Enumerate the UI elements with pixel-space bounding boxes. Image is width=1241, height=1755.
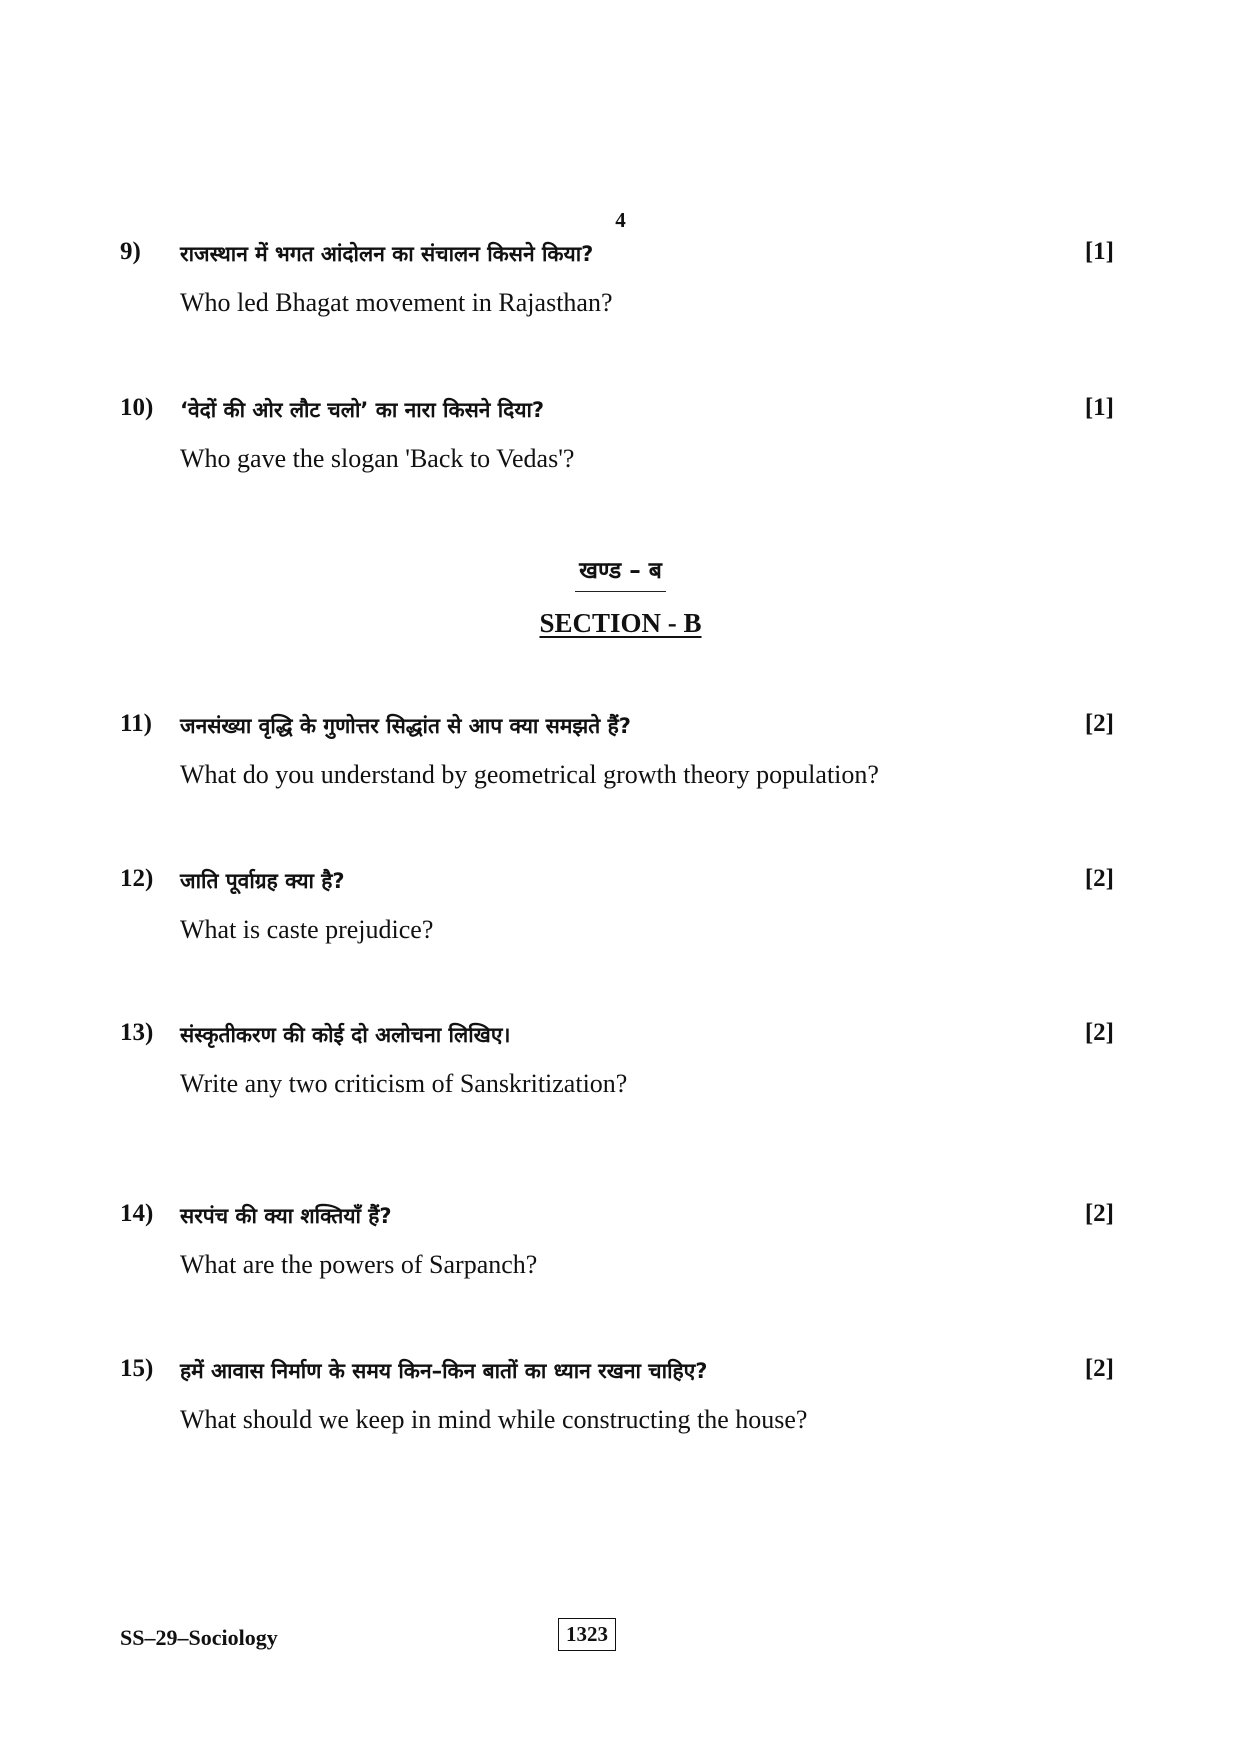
question-text-english: Who gave the slogan 'Back to Vedas'?	[180, 444, 575, 473]
question-marks: [2]	[1084, 865, 1114, 892]
question-text-english: Write any two criticism of Sanskritization?	[180, 1069, 628, 1098]
question-number: 13)	[120, 1019, 154, 1046]
question-marks: [2]	[1084, 1019, 1114, 1046]
question-text-hindi: ‘वेदों की ओर लौट चलो’ का नारा किसने दिया?	[180, 398, 545, 422]
question-number: 14)	[120, 1200, 154, 1227]
question-number: 9)	[120, 238, 141, 265]
question-marks: [2]	[1084, 710, 1114, 737]
question-number: 10)	[120, 394, 154, 421]
question-text-hindi: संस्कृतीकरण की कोई दो अलोचना लिखिए।	[180, 1023, 511, 1047]
section-heading-english: SECTION - B	[539, 608, 702, 638]
question-text-hindi: हमें आवास निर्माण के समय किन–किन बातों का ध्यान रखना चाहिए?	[180, 1359, 708, 1383]
question-text-english: What are the powers of Sarpanch?	[180, 1250, 538, 1279]
question-marks: [1]	[1084, 238, 1114, 265]
question-marks: [1]	[1084, 394, 1114, 421]
section-heading-hindi: खण्ड – ब	[0, 553, 1241, 592]
question-number: 12)	[120, 865, 154, 892]
question-text-english: What should we keep in mind while constructing the house?	[180, 1405, 808, 1434]
question-text-english: What is caste prejudice?	[180, 915, 434, 944]
footer-paper-code: SS–29–Sociology	[120, 1625, 278, 1650]
question-marks: [2]	[1084, 1355, 1114, 1382]
question-text-hindi: जनसंख्या वृद्धि के गुणोत्तर सिद्धांत से आप क्या समझते हैं?	[180, 714, 631, 738]
question-text-english: Who led Bhagat movement in Rajasthan?	[180, 288, 613, 317]
question-number: 15)	[120, 1355, 154, 1382]
question-number: 11)	[120, 710, 152, 737]
question-text-hindi: जाति पूर्वाग्रह क्या है?	[180, 869, 345, 893]
question-text-hindi: राजस्थान में भगत आंदोलन का संचालन किसने किया?	[180, 242, 594, 266]
question-text-hindi: सरपंच की क्या शक्तियाँ हैं?	[180, 1204, 392, 1228]
question-marks: [2]	[1084, 1200, 1114, 1227]
footer-page-code: 1323	[558, 1618, 616, 1651]
question-text-english: What do you understand by geometrical growth theory population?	[180, 760, 879, 789]
page-number: 4	[615, 208, 626, 232]
